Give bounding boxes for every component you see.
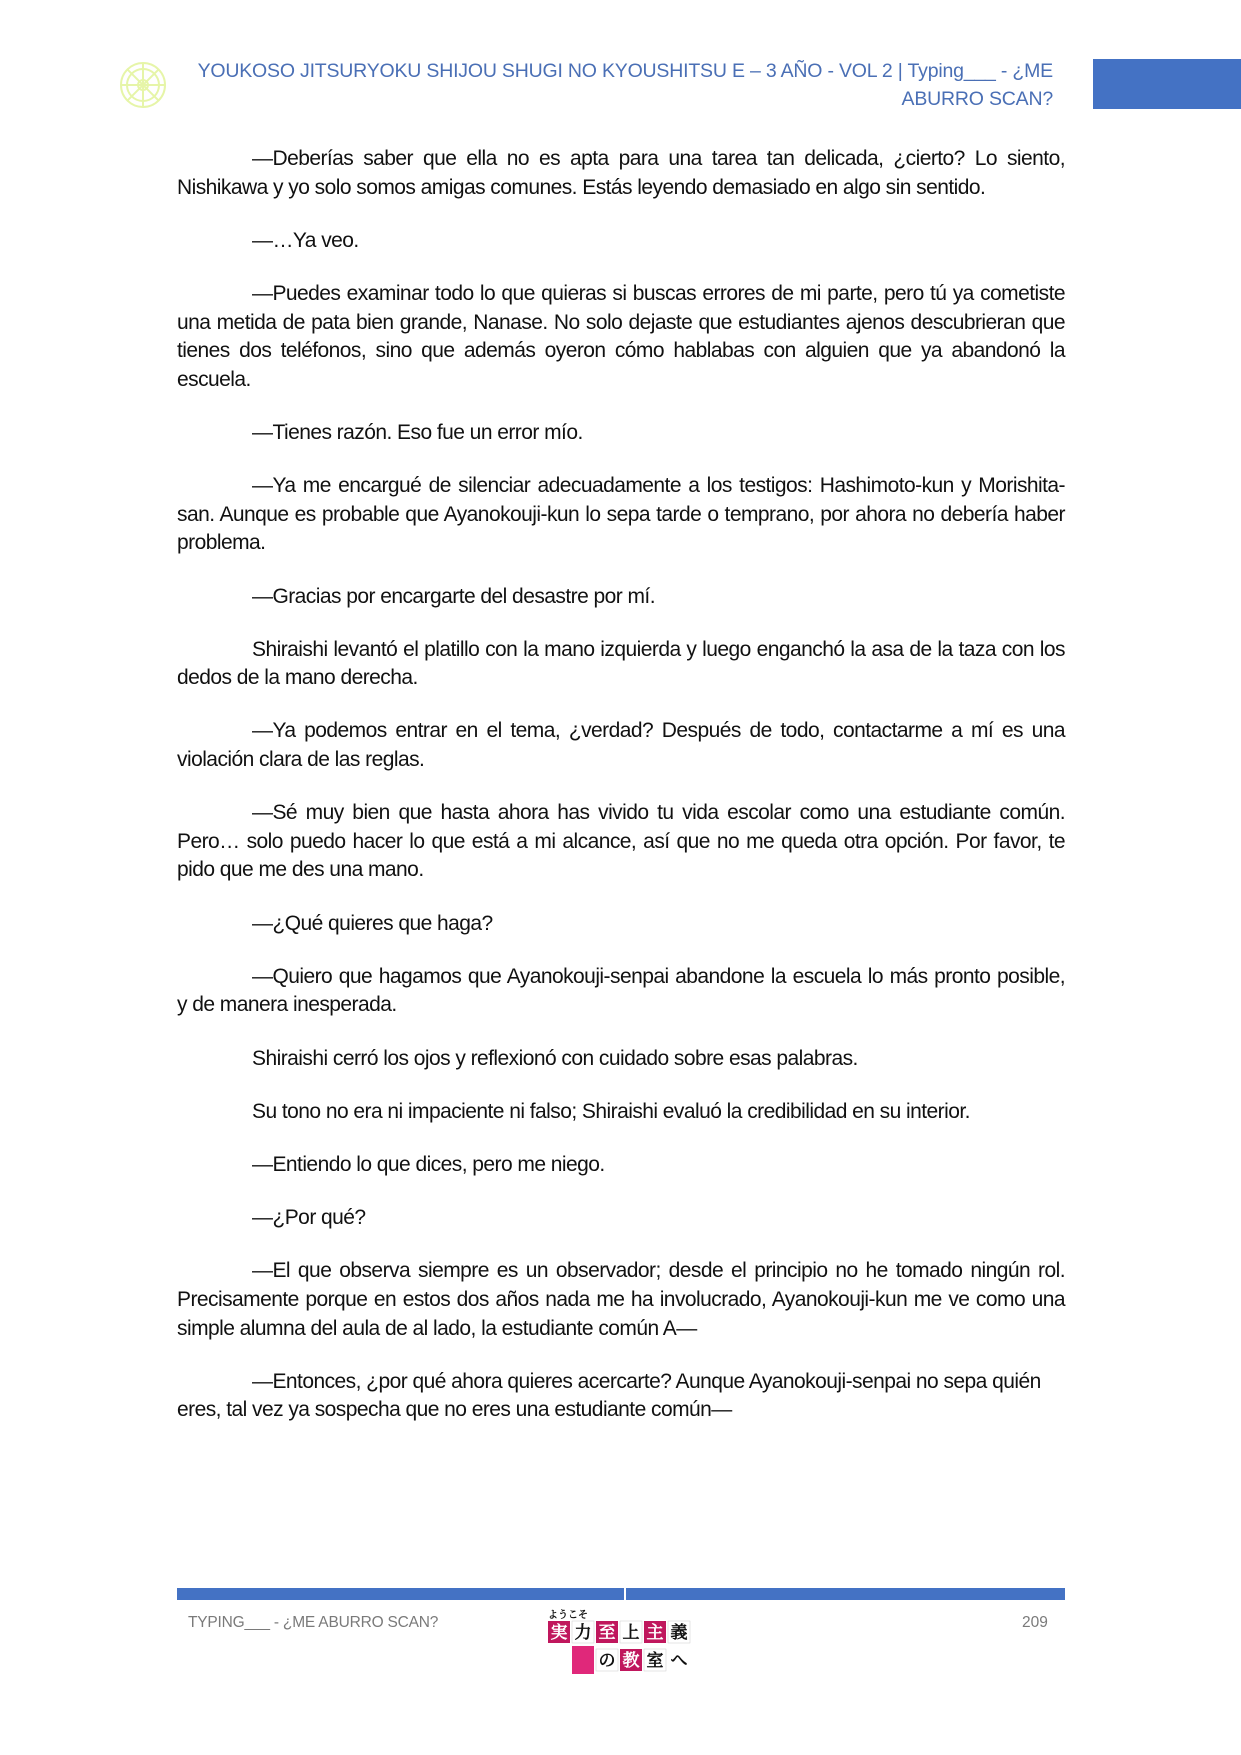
logo-char: 上 bbox=[622, 1623, 640, 1643]
paragraph: —Sé muy bien que hasta ahora has vivido tu vida escolar como una estudiante común. Pero… solo puedo hacer lo que está a mi alcance, así que no me queda otra opción. Por favor, te pido que me des una mano. bbox=[177, 801, 1065, 882]
logo-char: 実 bbox=[550, 1623, 568, 1643]
logo-char: 教 bbox=[622, 1651, 640, 1671]
footer-rule-left bbox=[177, 1588, 624, 1600]
paragraph: —Ya me encargué de silenciar adecuadamente a los testigos: Hashimoto-kun y Morishita-san. Aunque es probable que Ayanokouji-kun lo sepa tarde o temprano, por ahora no debería haber problema. bbox=[177, 474, 1065, 555]
paragraph: —Ya podemos entrar en el tema, ¿verdad? Después de todo, contactarme a mí es una violación clara de las reglas. bbox=[177, 719, 1065, 772]
paragraph: —Tienes razón. Eso fue un error mío. bbox=[252, 420, 583, 444]
paragraph: Su tono no era ni impaciente ni falso; Shiraishi evaluó la credibilidad en su interior. bbox=[252, 1099, 970, 1123]
footer-credit: TYPING___ - ¿ME ABURRO SCAN? bbox=[188, 1614, 439, 1631]
running-header-title: YOUKOSO JITSURYOKU SHIJOU SHUGI NO KYOUSHITSU E – 3 AÑO - VOL 2 | Typing___ - ¿ME ABURRO SCAN? bbox=[197, 60, 1053, 110]
logo-char: 力 bbox=[574, 1623, 592, 1643]
paragraph: —Entiendo lo que dices, pero me niego. bbox=[252, 1152, 605, 1176]
paragraph: —¿Qué quieres que haga? bbox=[252, 911, 493, 935]
paragraph: —Entonces, ¿por qué ahora quieres acercarte? Aunque Ayanokouji-senpai no sepa quién eres, tal vez ya sospecha que no eres una estudiante común— bbox=[177, 1369, 1041, 1422]
paragraph: —Deberías saber que ella no es apta para una tarea tan delicada, ¿cierto? Lo siento, Nishikawa y yo solo somos amigas comunes. Estás leyendo demasiado en algo sin sentido. bbox=[177, 147, 1065, 199]
paragraph: —Quiero que hagamos que Ayanokouji-senpai abandone la escuela lo más pronto posible, y de manera inesperada. bbox=[177, 964, 1065, 1017]
paragraph: —¿Por qué? bbox=[252, 1206, 366, 1230]
footer-rule-right bbox=[626, 1588, 1065, 1600]
dharma-wheel-icon bbox=[118, 60, 168, 110]
page-number: 209 bbox=[1022, 1614, 1048, 1631]
header-accent-block bbox=[1093, 59, 1241, 109]
paragraph: —Puedes examinar todo lo que quieras si buscas errores de mi parte, pero tú ya cometiste una metida de pata bien grande, Nanase. No solo dejaste que estudiantes ajenos descubrieran que tienes dos teléfonos, sino que además oyeron cómo hablabas con alguien que ya abandonó la escuela. bbox=[177, 281, 1065, 391]
paragraph: Shiraishi cerró los ojos y reflexionó con cuidado sobre esas palabras. bbox=[252, 1046, 858, 1070]
paragraph: —El que observa siempre es un observador; desde el principio no he tomado ningún rol. Precisamente porque en estos dos años nada me ha involucrado, Ayanokouji-kun me ve como una simple alumna del aula de al lado, la estudiante común A— bbox=[177, 1259, 1065, 1340]
paragraph: —Gracias por encargarte del desastre por mí. bbox=[252, 584, 655, 608]
logo-char: 室 bbox=[646, 1651, 664, 1671]
paragraph: Shiraishi levantó el platillo con la mano izquierda y luego enganchó la asa de la taza con los dedos de la mano derecha. bbox=[177, 637, 1065, 690]
page-body bbox=[177, 145, 1065, 1450]
logo-char: へ bbox=[670, 1651, 688, 1671]
logo-char: 至 bbox=[598, 1623, 616, 1643]
logo-char: 義 bbox=[670, 1623, 688, 1643]
logo-top-text: ようこそ bbox=[548, 1610, 588, 1621]
logo-char: の bbox=[598, 1651, 616, 1671]
paragraph: —…Ya veo. bbox=[252, 228, 359, 252]
logo-char: 主 bbox=[646, 1623, 664, 1643]
series-logo bbox=[548, 1607, 694, 1675]
